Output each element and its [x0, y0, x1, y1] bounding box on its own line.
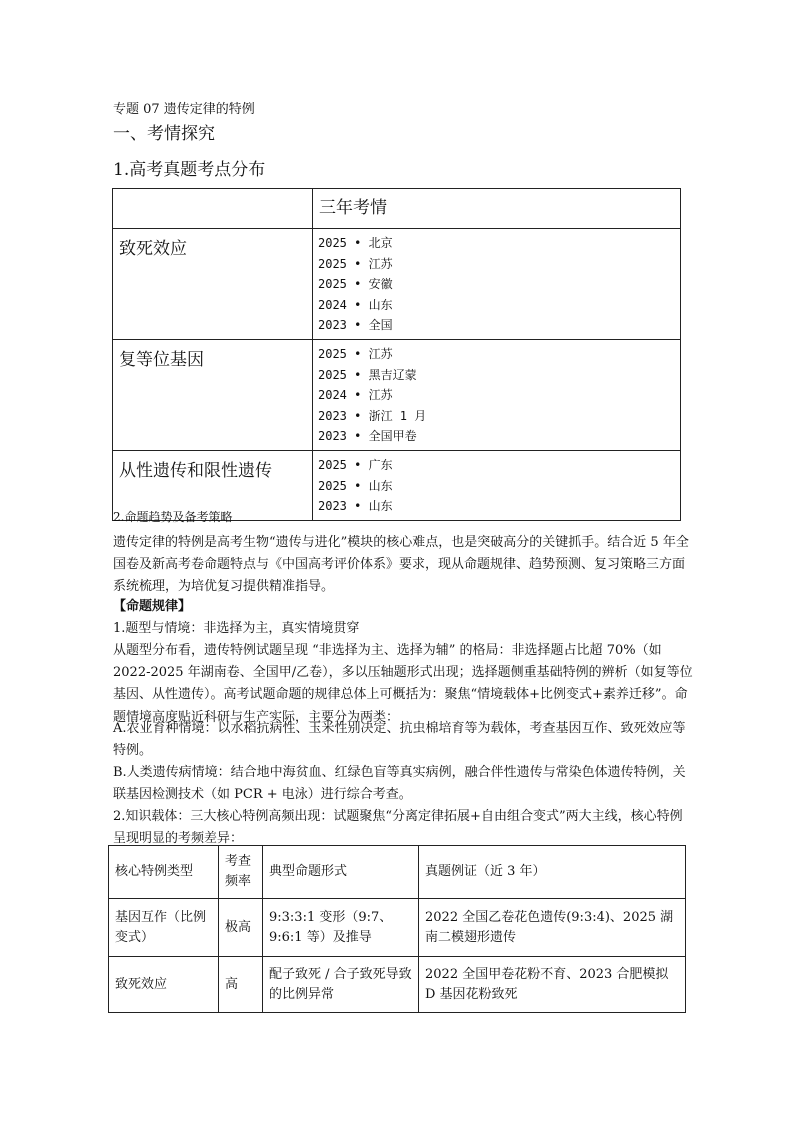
- table-cell: 基因互作（比例变式）: [109, 899, 219, 957]
- table-row: [109, 899, 686, 957]
- table-cell: 致死效应: [109, 957, 219, 1013]
- subsection-heading-1: 1.高考真题考点分布: [113, 160, 266, 180]
- table-header-cell: 三年考情: [313, 189, 681, 229]
- point-2: 2.知识载体：三大核心特例高频出现：试题聚焦“分离定律拓展+自由组合变式”两大主线，核心特例呈现明显的考频差异：: [113, 809, 683, 847]
- list-item: 2023 • 山东: [318, 499, 393, 514]
- table-header-cell: 真题例证（近 3 年）: [419, 846, 686, 899]
- list-item: 2023 • 全国: [318, 318, 393, 333]
- list-item: 2025 • 广东: [318, 457, 393, 472]
- table-cell: 2022 全国乙卷花色遗传(9:3:4)、2025 湖南二模翅形遗传: [419, 899, 686, 957]
- list-item: 2025 • 山东: [318, 478, 393, 493]
- table-row: [113, 229, 681, 340]
- intro-paragraph: 遗传定律的特例是高考生物“遗传与进化”模块的核心难点，也是突破高分的关键抓手。结合近 5 年全国卷及新高考卷命题特点与《中国高考评价体系》要求，现从命题规律、趋势预测、复习策略三方面系统梳理，为培优复习提供精准指导。: [113, 535, 689, 595]
- table-cell: 配子致死 / 合子致死导致的比例异常: [263, 957, 419, 1013]
- table-header-blank: [113, 189, 313, 229]
- rule-heading: 【命题规律】: [113, 599, 192, 614]
- years-cell: [313, 229, 681, 340]
- topic-cell: 致死效应: [113, 229, 313, 340]
- list-item: 2025 • 江苏: [318, 346, 393, 361]
- list-item: 2025 • 安徽: [318, 277, 393, 292]
- table-row: [113, 339, 681, 450]
- point-1-b: B.人类遗传病情境：结合地中海贫血、红绿色盲等真实病例，融合伴性遗传与常染色体遗传特例，关联基因检测技术（如 PCR + 电泳）进行综合考查。: [113, 765, 686, 803]
- topic-cell: 复等位基因: [113, 339, 313, 450]
- point-1-body: 从题型分布看，遗传特例试题呈现 “非选择为主、选择为辅” 的格局：非选择题占比超 70%（如 2022-2025 年湖南卷、全国甲/乙卷），多以压轴题形式出现；选择题侧重基础特例的辨析（如复等位基因、从性遗传）。高考试题命题的规律总体上可概括为：聚焦“情境载体+比例变式+素养迁移”。命题情境高度贴近科研与生产实际，主要分为两类：: [113, 643, 693, 725]
- list-item: 2025 • 江苏: [318, 256, 393, 271]
- topic-cell: 从性遗传和限性遗传: [113, 450, 313, 520]
- table-row: [109, 957, 686, 1013]
- table-cell: 9:3:3:1 变形（9:7、9:6:1 等）及推导: [263, 899, 419, 957]
- exam-distribution-table: [112, 188, 681, 521]
- table-header-cell: 核心特例类型: [109, 846, 219, 899]
- section-heading-1: 一、考情探究: [113, 124, 215, 144]
- table-header-cell: 典型命题形式: [263, 846, 419, 899]
- point-1-title: 1.题型与情境：非选择为主，真实情境贯穿: [113, 621, 360, 636]
- years-cell: [313, 450, 681, 520]
- point-1-a: A.农业育种情境：以水稻抗病性、玉米性别决定、抗虫棉培育等为载体，考查基因互作、致死效应等特例。: [113, 721, 686, 759]
- years-cell: [313, 339, 681, 450]
- list-item: 2024 • 江苏: [318, 388, 393, 403]
- topic-title: 专题 07 遗传定律的特例: [113, 102, 255, 117]
- list-item: 2025 • 黑吉辽蒙: [318, 367, 417, 382]
- table-header-row: [113, 189, 681, 229]
- core-cases-table: [108, 845, 686, 1013]
- table-cell: 极高: [219, 899, 263, 957]
- table-cell: 2022 全国甲卷花粉不育、2023 合肥模拟 D 基因花粉致死: [419, 957, 686, 1013]
- list-item: 2025 • 北京: [318, 236, 393, 250]
- section-heading-2: 2.命题趋势及备考策略: [113, 510, 233, 524]
- table-header-row: [109, 846, 686, 899]
- list-item: 2023 • 浙江 1 月: [318, 408, 427, 423]
- table-header-cell: 考查频率: [219, 846, 263, 899]
- table-cell: 高: [219, 957, 263, 1013]
- list-item: 2024 • 山东: [318, 297, 393, 312]
- list-item: 2023 • 全国甲卷: [318, 429, 417, 444]
